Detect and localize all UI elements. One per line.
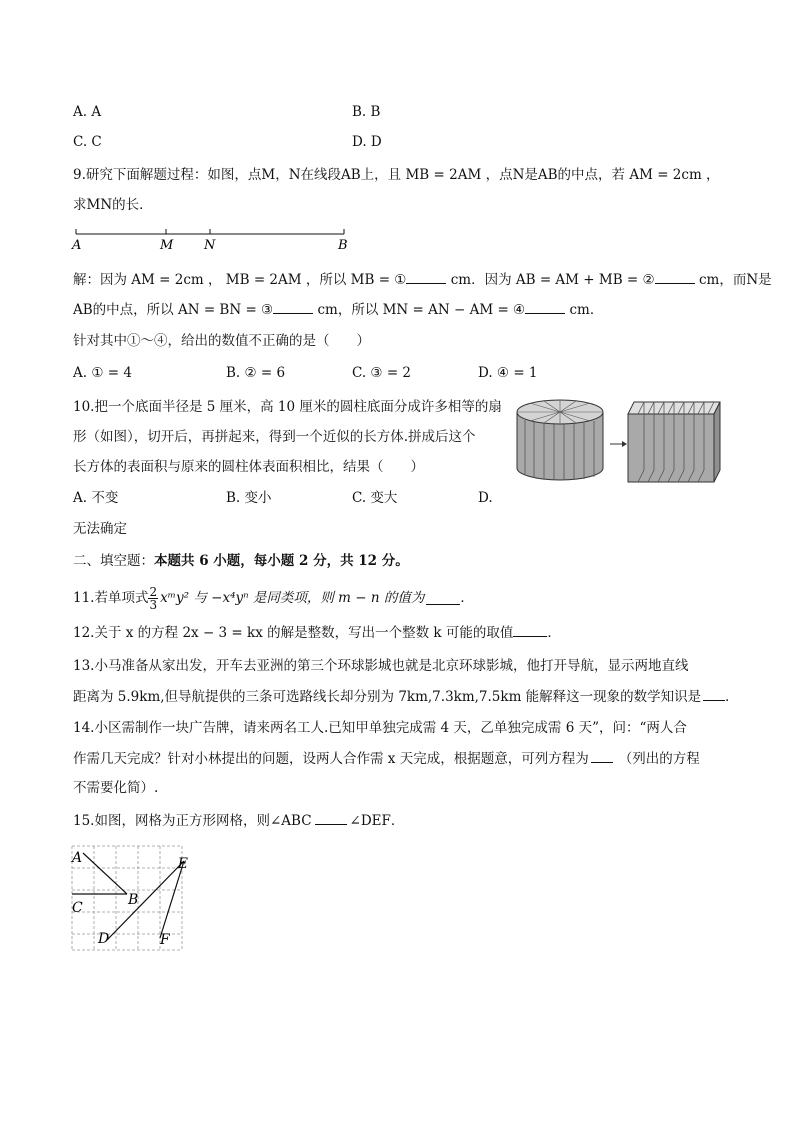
q8-option-c: C. C xyxy=(73,134,102,150)
q12-text: 12.关于 x 的方程 2x − 3 = kx 的解是整数，写出一个整数 k 可能的取值 ． xyxy=(73,625,561,641)
point-m-label: M xyxy=(160,238,174,253)
point-b-label: B xyxy=(338,238,348,253)
q14-line1: 14.小区需制作一块广告牌，请来两名工人.已知甲单独完成需 4 天，乙单独完成需 6 天”，问：“两人合 xyxy=(73,720,687,736)
q13-line2: 距离为 5.9km,但导航提供的三条可选路线长却分别为 7km,7.3km,7.5km 能解释这一现象的数学知识是 ． xyxy=(73,689,739,705)
point-a-label: A xyxy=(72,850,83,866)
q9-solution-line2: AB的中点，所以 AN = BN = ③ cm，所以 MN = AN − AM = ④ cm． xyxy=(73,302,604,318)
section-2-heading: 二、填空题：本题共 6 小题，每小题 2 分，共 12 分。 xyxy=(73,553,409,569)
q10-option-b: B. 变小 xyxy=(226,490,272,506)
q15-text: 15.如图，网格为正方形网格，则∠ABC ∠DEF． xyxy=(73,813,405,829)
line-ab xyxy=(83,853,127,894)
q8-option-a: A. A xyxy=(73,104,102,120)
q10-line1: 10.把一个底面半径是 5 厘米，高 10 厘米的圆柱底面分成许多相等的扇 xyxy=(73,399,502,415)
q10-option-c: C. 变大 xyxy=(352,490,398,506)
q11-fraction: $\frac{2}{3}$ xyxy=(149,584,158,612)
q9-segment-figure xyxy=(70,226,360,254)
line-de xyxy=(107,861,184,940)
point-d-label: D xyxy=(98,931,110,947)
point-f-label: F xyxy=(160,932,170,948)
q8-option-d: D. D xyxy=(352,134,382,150)
q14-line2: 作需几天完成？针对小林提出的问题，设两人合作需 x 天完成，根据题意，可列方程为 （列出的方程 xyxy=(73,751,700,767)
q14-line3: 不需要化简）. xyxy=(73,780,159,796)
q8-option-b: B. B xyxy=(352,104,381,120)
q9-text-line2: 求MN的长． xyxy=(73,197,153,213)
q10-option-a: A. 不变 xyxy=(73,490,119,506)
q9-option-b: B. ② = 6 xyxy=(226,365,286,381)
q13-line1: 13.小马准备从家出发，开车去亚洲的第三个环球影城也就是北京环球影城，他打开导航，显示两地直线 xyxy=(73,658,689,674)
q10-line2: 形（如图），切开后，再拼起来，得到一个近似的长方体.拼成后这个 xyxy=(73,429,476,445)
q10-option-d: D. xyxy=(478,490,493,506)
point-b-label: B xyxy=(128,892,139,908)
point-n-label: N xyxy=(204,238,216,253)
q9-question: 针对其中①～④，给出的数值不正确的是（ ） xyxy=(73,333,370,349)
q15-grid-figure xyxy=(68,840,188,956)
point-c-label: C xyxy=(72,900,83,916)
q10-line3: 长方体的表面积与原来的圆柱体表面积相比，结果（ ） xyxy=(73,459,424,475)
q9-option-d: D. ④ = 1 xyxy=(478,365,538,381)
point-e-label: E xyxy=(177,856,188,872)
q10-option-d-cont: 无法确定 xyxy=(73,521,127,537)
q9-option-a: A. ① = 4 xyxy=(73,365,132,381)
q9-text-line1: 9.研究下面解题过程：如图，点M，N在线段AB上，且 MB = 2AM ，点N是AB的中点，若 AM = 2cm ， xyxy=(73,167,720,183)
q10-cylinder-cuboid-figure xyxy=(514,392,726,486)
q9-solution-line1: 解：因为 AM = 2cm ， MB = 2AM ，所以 MB = ① cm．因为 AB = AM + MB = ② cm，而N是 xyxy=(73,272,772,288)
point-a-label: A xyxy=(72,238,82,253)
q9-option-c: C. ③ = 2 xyxy=(352,365,412,381)
q11-text: 11.若单项式 $\frac{2}{3}$ xᵐy² 与 −x⁴yⁿ 是同类项，则 m − n 的值为 ． xyxy=(73,584,474,612)
